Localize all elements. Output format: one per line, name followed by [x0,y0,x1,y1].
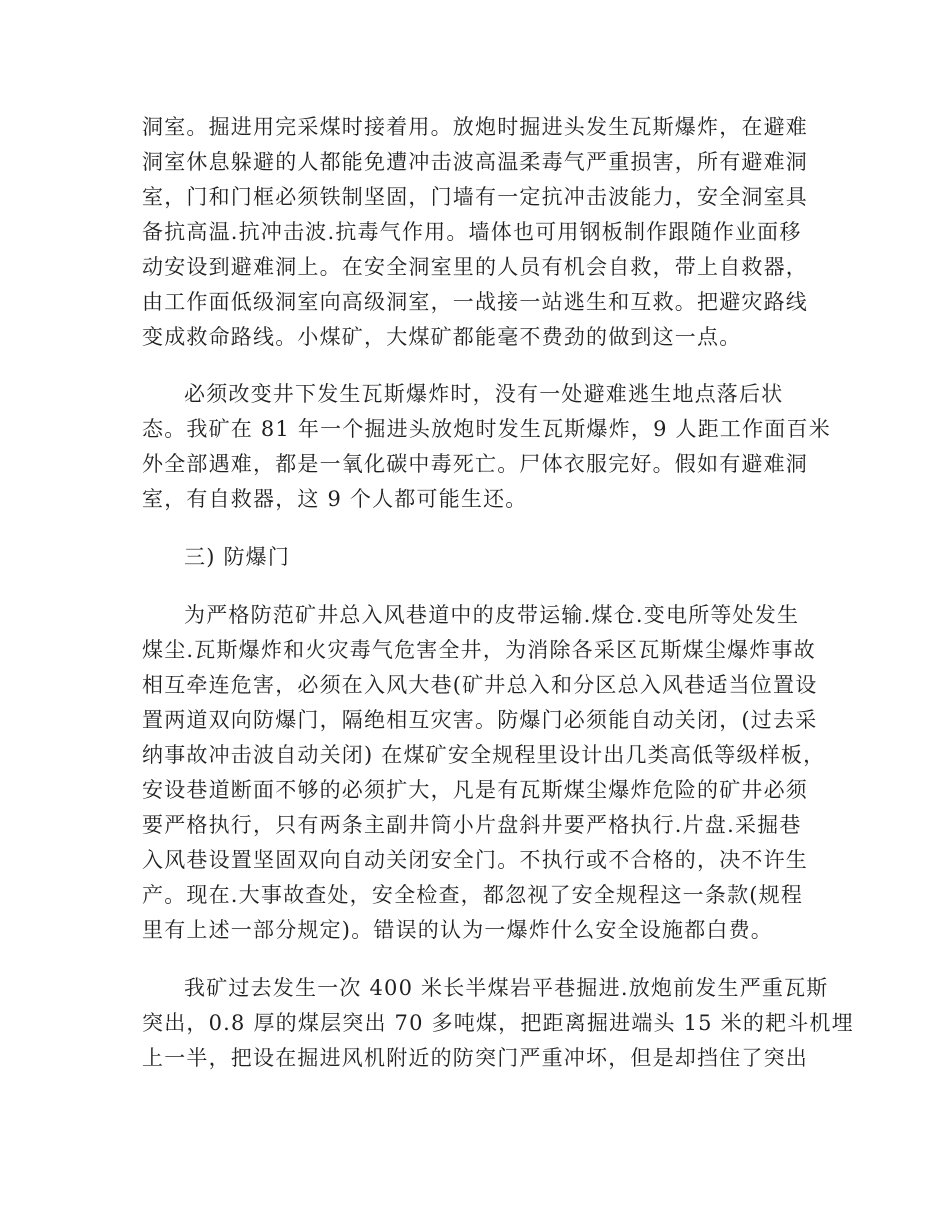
paragraph-4-line-3: 上一半，把设在掘进风机附近的防突门严重冲坏，但是却挡住了突出 [142,1046,808,1070]
paragraph-3-line-7: 要严格执行，只有两条主副井筒小片盘斜井要严格执行.片盘.采掘巷 [142,813,802,837]
paragraph-1-line-3: 室，门和门框必须铁制坚固，门墙有一定抗冲击波能力，安全洞室具 [142,185,808,209]
paragraph-1-line-1: 洞室。掘进用完采煤时接着用。放炮时掘进头发生瓦斯爆炸，在避难 [142,115,808,139]
paragraph-3-line-2: 煤尘.瓦斯爆炸和火灾毒气危害全井，为消除各采区瓦斯煤尘爆炸事故 [142,638,816,662]
paragraph-1-line-2: 洞室休息躲避的人都能免遭冲击波高温柔毒气严重损害，所有避难洞 [142,150,808,174]
paragraph-3-line-8: 入风巷设置坚固双向自动关闭安全门。不执行或不合格的，决不许生 [142,848,808,872]
paragraph-4-line-1: 我矿过去发生一次 400 米长半煤岩平巷掘进.放炮前发生严重瓦斯 [184,976,829,1000]
paragraph-2-line-2: 态。我矿在 81 年一个掘进头放炮时发生瓦斯爆炸，9 人距工作面百米 [142,417,831,441]
paragraph-3-line-9: 产。现在.大事故查处，安全检查，都忽视了安全规程这一条款(规程 [142,883,804,907]
paragraph-1-line-5: 动安设到避难洞上。在安全洞室里的人员有机会自救，带上自救器， [142,255,808,279]
paragraph-4-line-2: 突出，0.8 厚的煤层突出 70 多吨煤，把距离掘进端头 15 米的耙斗机埋 [142,1011,854,1035]
paragraph-1-line-7: 变成救命路线。小煤矿，大煤矿都能毫不费劲的做到这一点。 [142,325,742,349]
section-heading: 三) 防爆门 [184,545,291,569]
paragraph-3-line-1: 为严格防范矿井总入风巷道中的皮带运输.煤仓.变电所等处发生 [184,603,800,627]
paragraph-3-line-10: 里有上述一部分规定)。错误的认为一爆炸什么安全设施都白费。 [142,918,773,942]
paragraph-2-line-4: 室，有自救器，这 9 个人都可能生还。 [142,487,528,511]
paragraph-2-line-1: 必须改变井下发生瓦斯爆炸时，没有一处避难逃生地点落后状 [184,382,784,406]
paragraph-3-line-4: 置两道双向防爆门，隔绝相互灾害。防爆门必须能自动关闭，(过去采 [142,708,818,732]
paragraph-3-line-5: 纳事故冲击波自动关闭) 在煤矿安全规程里设计出几类高低等级样板， [142,743,826,767]
paragraph-3-line-3: 相互牵连危害，必须在入风大巷(矿井总入和分区总入风巷适当位置设 [142,673,818,697]
paragraph-1-line-6: 由工作面低级洞室向高级洞室，一战接一站逃生和互救。把避灾路线 [142,290,808,314]
paragraph-1-line-4: 备抗高温.抗冲击波.抗毒气作用。墙体也可用钢板制作跟随作业面移 [142,220,802,244]
paragraph-2-line-3: 外全部遇难，都是一氧化碳中毒死亡。尸体衣服完好。假如有避难洞 [142,452,808,476]
paragraph-3-line-6: 安设巷道断面不够的必须扩大，凡是有瓦斯煤尘爆炸危险的矿井必须 [142,778,808,802]
